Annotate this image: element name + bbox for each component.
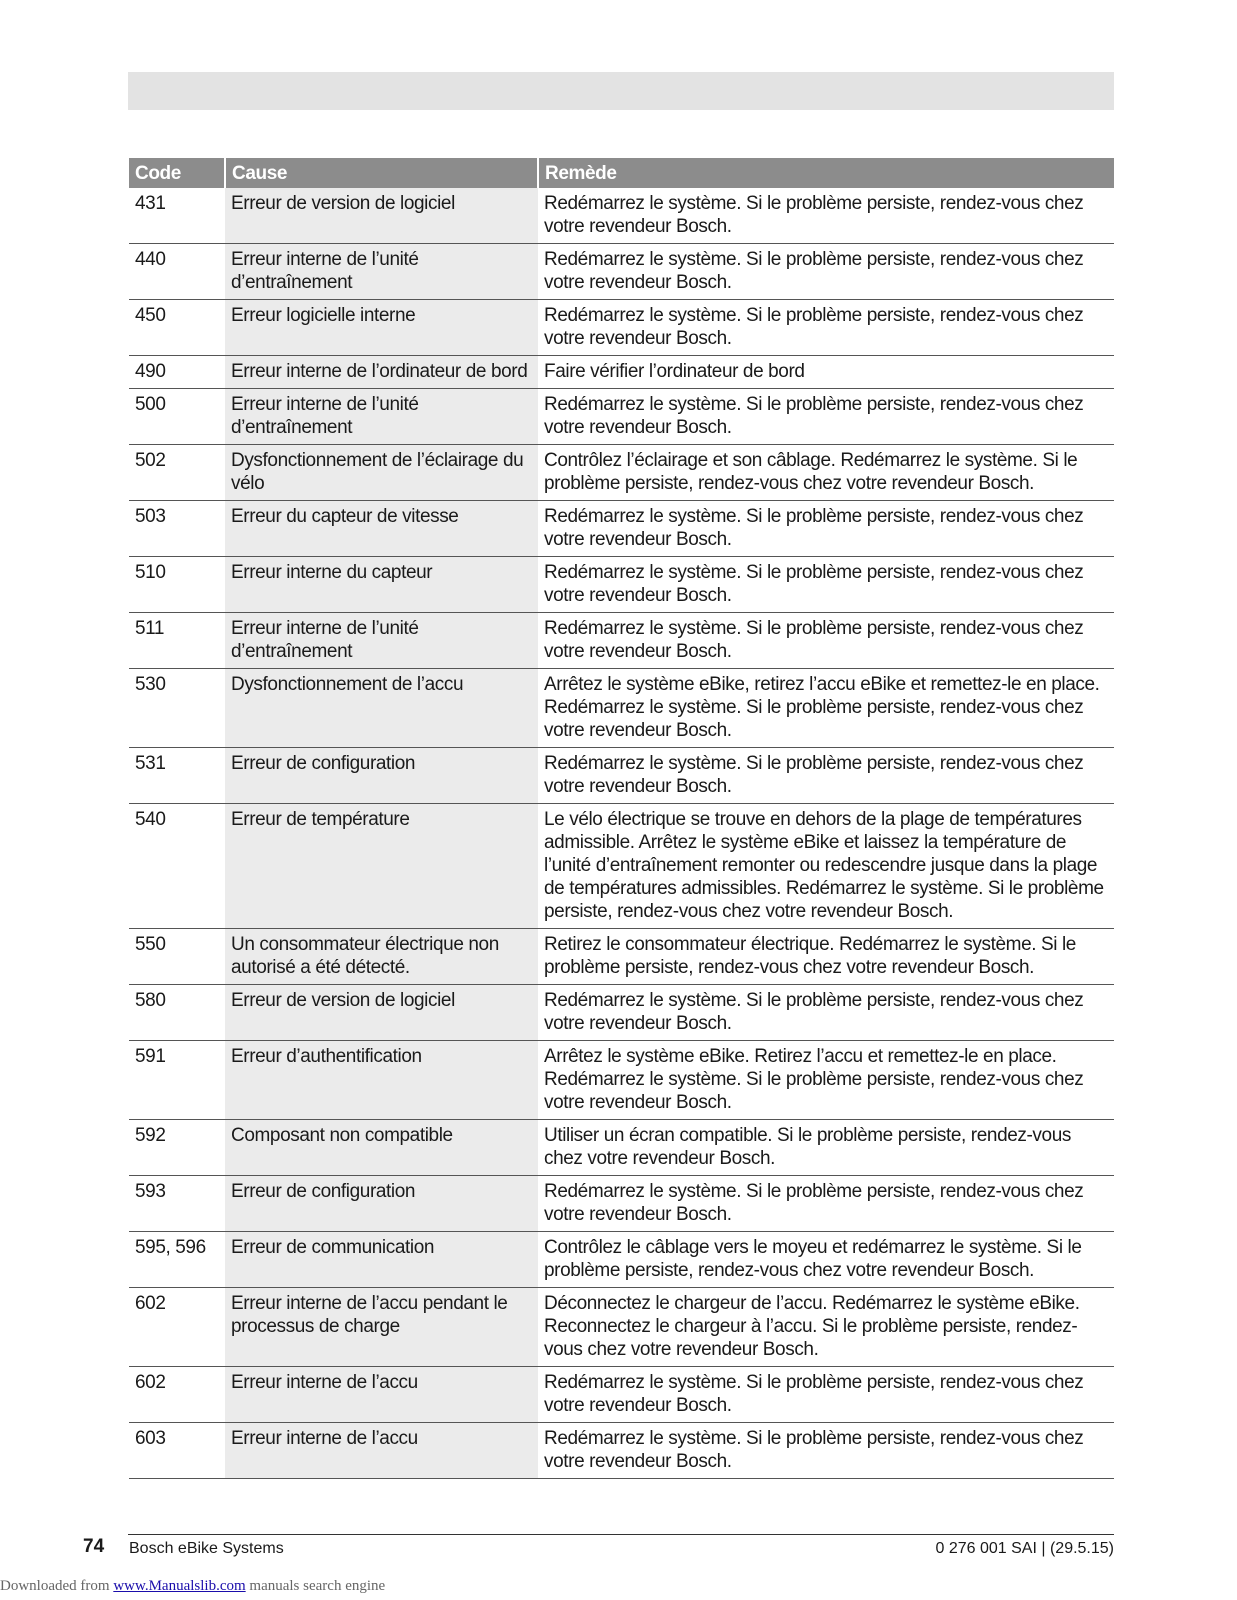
cell-code: 531 (129, 748, 225, 804)
cell-cause: Erreur interne de l’unité d’entraînement (225, 613, 538, 669)
cell-cause: Erreur interne de l’unité d’entraînement (225, 244, 538, 300)
table-row (129, 1041, 1114, 1120)
table-row (129, 1176, 1114, 1232)
table-row (129, 929, 1114, 985)
cell-remedy: Arrêtez le système eBike, retirez l’accu eBike et remettez-le en place. Redémarrez le système. Si le problème persiste, rendez-vous chez votre revendeur Bosch. (538, 669, 1114, 748)
table-row (129, 557, 1114, 613)
cell-cause: Erreur interne de l’accu (225, 1423, 538, 1479)
cell-cause: Erreur interne de l’accu (225, 1367, 538, 1423)
download-suffix: manuals search engine (245, 1578, 386, 1594)
column-header-remedy: Remède (538, 158, 1114, 188)
cell-code: 503 (129, 501, 225, 557)
cell-remedy: Le vélo électrique se trouve en dehors de la plage de températures admissible. Arrêtez le système eBike et laissez la température de l’unité d’entraînement remonter ou redescendre jusque dans la plage de températures admissibles. Redémarrez le système. Si le problème persiste, rendez-vous chez votre revendeur Bosch. (538, 804, 1114, 929)
cell-remedy: Contrôlez le câblage vers le moyeu et redémarrez le système. Si le problème persiste, rendez-vous chez votre revendeur Bosch. (538, 1232, 1114, 1288)
table-header-row (129, 158, 1114, 188)
cell-remedy: Retirez le consommateur électrique. Redémarrez le système. Si le problème persiste, rendez-vous chez votre revendeur Bosch. (538, 929, 1114, 985)
cell-code: 500 (129, 389, 225, 445)
cell-cause: Erreur interne du capteur (225, 557, 538, 613)
cell-remedy: Redémarrez le système. Si le problème persiste, rendez-vous chez votre revendeur Bosch. (538, 501, 1114, 557)
cell-cause: Erreur interne de l’unité d’entraînement (225, 389, 538, 445)
cell-cause: Erreur logicielle interne (225, 300, 538, 356)
table-row (129, 244, 1114, 300)
table-row (129, 1367, 1114, 1423)
cell-code: 593 (129, 1176, 225, 1232)
cell-remedy: Redémarrez le système. Si le problème persiste, rendez-vous chez votre revendeur Bosch. (538, 985, 1114, 1041)
cell-code: 580 (129, 985, 225, 1041)
table-row (129, 804, 1114, 929)
cell-code: 603 (129, 1423, 225, 1479)
table-row (129, 985, 1114, 1041)
cell-code: 592 (129, 1120, 225, 1176)
cell-code: 595, 596 (129, 1232, 225, 1288)
manualslib-link[interactable]: www.Manualslib.com (113, 1578, 246, 1594)
column-header-cause: Cause (225, 158, 538, 188)
cell-code: 550 (129, 929, 225, 985)
cell-cause: Erreur interne de l’accu pendant le processus de charge (225, 1288, 538, 1367)
cell-code: 602 (129, 1288, 225, 1367)
cell-cause: Erreur de température (225, 804, 538, 929)
cell-cause: Erreur de version de logiciel (225, 188, 538, 244)
cell-code: 602 (129, 1367, 225, 1423)
cell-remedy: Redémarrez le système. Si le problème persiste, rendez-vous chez votre revendeur Bosch. (538, 244, 1114, 300)
cell-code: 530 (129, 669, 225, 748)
page-number: 74 (83, 1536, 105, 1557)
cell-cause: Erreur d’authentification (225, 1041, 538, 1120)
table-row (129, 300, 1114, 356)
footer-document-id: 0 276 001 SAI | (29.5.15) (935, 1540, 1114, 1557)
cell-cause: Un consommateur électrique non autorisé a été détecté. (225, 929, 538, 985)
cell-remedy: Déconnectez le chargeur de l’accu. Redémarrez le système eBike. Reconnectez le chargeur à l’accu. Si le problème persiste, rendez-vous chez votre revendeur Bosch. (538, 1288, 1114, 1367)
cell-cause: Erreur du capteur de vitesse (225, 501, 538, 557)
cell-remedy: Arrêtez le système eBike. Retirez l’accu et remettez-le en place. Redémarrez le système. Si le problème persiste, rendez-vous chez votre revendeur Bosch. (538, 1041, 1114, 1120)
cell-cause: Erreur interne de l’ordinateur de bord (225, 356, 538, 389)
table-row (129, 748, 1114, 804)
header-band (128, 72, 1114, 110)
table-row (129, 1423, 1114, 1479)
cell-code: 540 (129, 804, 225, 929)
table-row (129, 389, 1114, 445)
error-code-table (129, 158, 1114, 1479)
cell-remedy: Redémarrez le système. Si le problème persiste, rendez-vous chez votre revendeur Bosch. (538, 557, 1114, 613)
cell-code: 591 (129, 1041, 225, 1120)
cell-remedy: Contrôlez l’éclairage et son câblage. Redémarrez le système. Si le problème persiste, rendez-vous chez votre revendeur Bosch. (538, 445, 1114, 501)
cell-code: 511 (129, 613, 225, 669)
table-row (129, 188, 1114, 244)
table-row (129, 1232, 1114, 1288)
cell-remedy: Redémarrez le système. Si le problème persiste, rendez-vous chez votre revendeur Bosch. (538, 300, 1114, 356)
table-row (129, 669, 1114, 748)
column-header-code: Code (129, 158, 225, 188)
footer-brand: Bosch eBike Systems (129, 1540, 284, 1557)
table-row (129, 356, 1114, 389)
cell-remedy: Redémarrez le système. Si le problème persiste, rendez-vous chez votre revendeur Bosch. (538, 1423, 1114, 1479)
cell-code: 431 (129, 188, 225, 244)
table-row (129, 445, 1114, 501)
cell-remedy: Redémarrez le système. Si le problème persiste, rendez-vous chez votre revendeur Bosch. (538, 389, 1114, 445)
cell-cause: Composant non compatible (225, 1120, 538, 1176)
cell-code: 502 (129, 445, 225, 501)
cell-cause: Dysfonctionnement de l’accu (225, 669, 538, 748)
table-row (129, 613, 1114, 669)
table-row (129, 501, 1114, 557)
cell-cause: Erreur de configuration (225, 1176, 538, 1232)
cell-code: 490 (129, 356, 225, 389)
cell-code: 510 (129, 557, 225, 613)
cell-remedy: Redémarrez le système. Si le problème persiste, rendez-vous chez votre revendeur Bosch. (538, 1367, 1114, 1423)
cell-remedy: Redémarrez le système. Si le problème persiste, rendez-vous chez votre revendeur Bosch. (538, 613, 1114, 669)
cell-cause: Erreur de configuration (225, 748, 538, 804)
table-row (129, 1288, 1114, 1367)
cell-remedy: Redémarrez le système. Si le problème persiste, rendez-vous chez votre revendeur Bosch. (538, 188, 1114, 244)
cell-remedy: Utiliser un écran compatible. Si le problème persiste, rendez-vous chez votre revendeur Bosch. (538, 1120, 1114, 1176)
cell-code: 450 (129, 300, 225, 356)
download-prefix: Downloaded from (0, 1578, 110, 1594)
footer-rule (128, 1534, 1114, 1535)
cell-code: 440 (129, 244, 225, 300)
cell-remedy: Redémarrez le système. Si le problème persiste, rendez-vous chez votre revendeur Bosch. (538, 1176, 1114, 1232)
cell-cause: Erreur de communication (225, 1232, 538, 1288)
cell-cause: Dysfonctionnement de l’éclairage du vélo (225, 445, 538, 501)
download-notice (0, 1578, 385, 1595)
cell-cause: Erreur de version de logiciel (225, 985, 538, 1041)
cell-remedy: Redémarrez le système. Si le problème persiste, rendez-vous chez votre revendeur Bosch. (538, 748, 1114, 804)
table-row (129, 1120, 1114, 1176)
cell-remedy: Faire vérifier l’ordinateur de bord (538, 356, 1114, 389)
